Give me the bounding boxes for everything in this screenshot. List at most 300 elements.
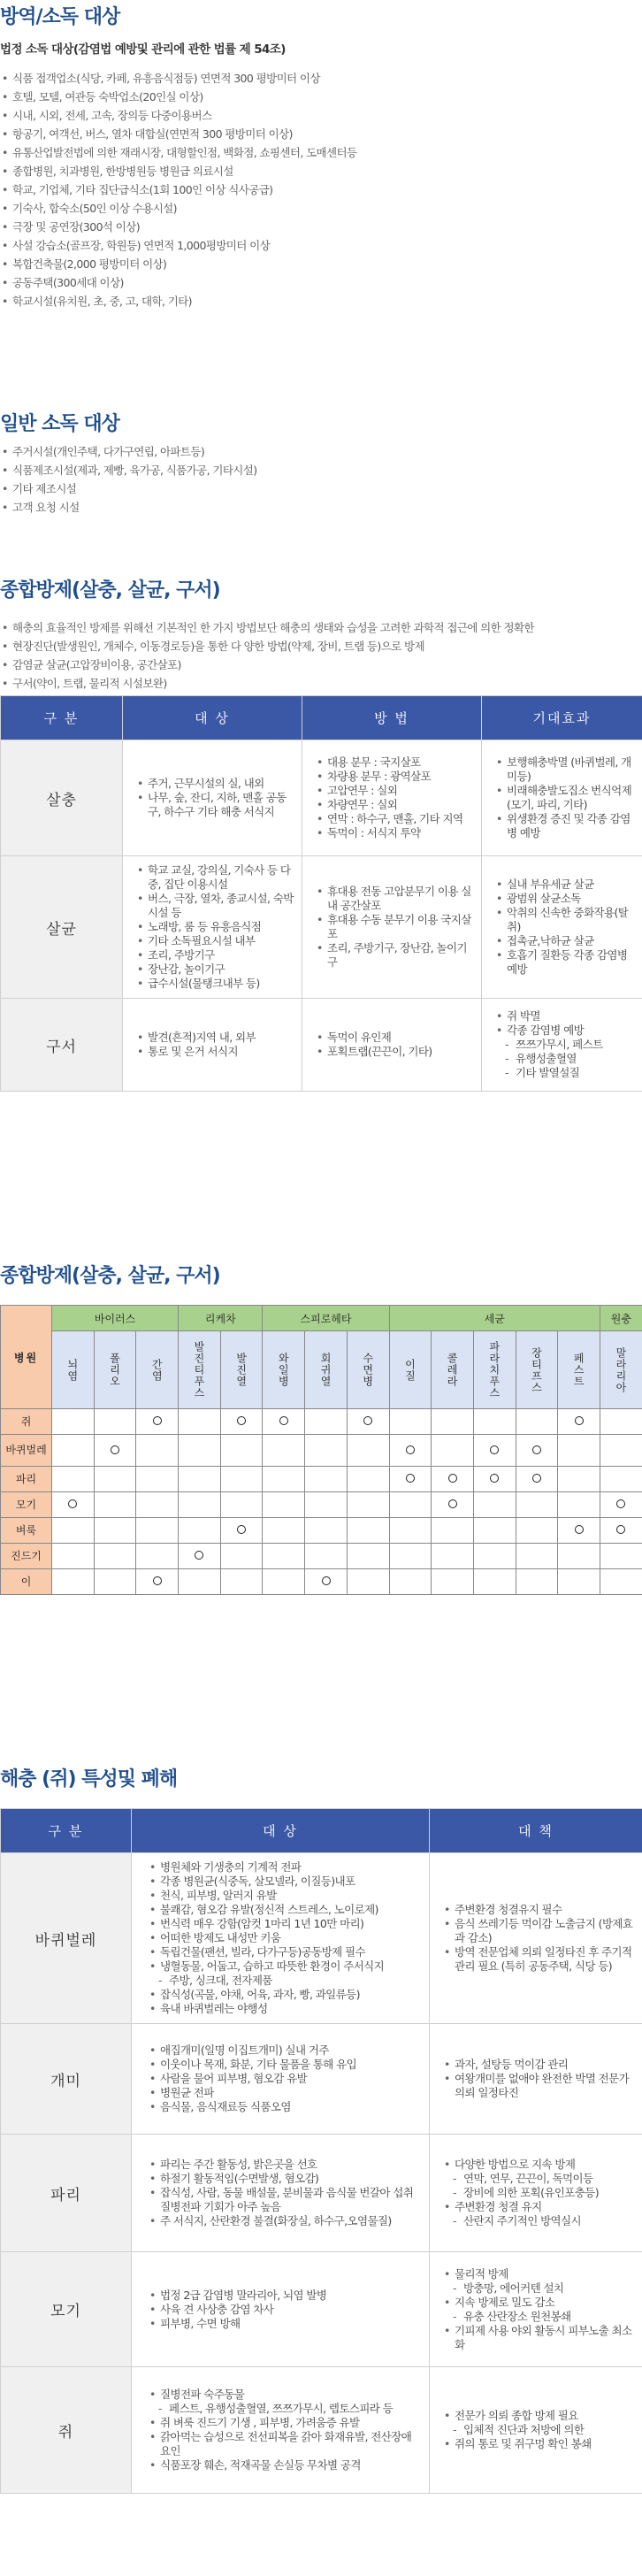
list-item: • 기타 제조시설 [0, 479, 642, 498]
matrix-cell [558, 1518, 600, 1544]
matrix-cell [473, 1492, 516, 1518]
matrix-cell [473, 1544, 516, 1569]
group-header-row [1, 1306, 642, 1331]
target-cell-list [135, 1031, 294, 1059]
list-item: • 종합병원, 치과병원, 한방병원등 병원급 의료시설 [0, 162, 642, 180]
pathogen-group: 스피로헤타 [263, 1306, 389, 1331]
section1-subtitle: 법정 소독 대상(감염법 예방및 관리에 관한 법률 제 54조) [0, 42, 286, 57]
list-item: • 나무, 숲, 잔디, 지하, 맨홀 공동구, 하수구 기타 해충 서식지 [135, 791, 294, 819]
circle-mark-icon [532, 1445, 541, 1454]
list-item: - 장비에 의한 포획(유인포충등) [442, 2186, 635, 2200]
matrix-cell [558, 1435, 600, 1467]
list-item: • 휴대용 수동 분무기 이용 국지살포 [315, 913, 474, 941]
section2-list [0, 442, 642, 517]
circle-mark-icon [68, 1499, 77, 1508]
table-row [1, 2135, 642, 2252]
list-item: - 유충 산란장소 원천봉쇄 [442, 2310, 635, 2324]
vector-row [1, 1467, 642, 1492]
row-category: 살균 [1, 856, 123, 999]
list-item: • 유통산업발전법에 의한 재래시장, 대형할인점, 백화점, 쇼핑센터, 도매센터등 [0, 143, 642, 162]
matrix-cell [473, 1435, 516, 1467]
list-item: • 노래방, 룸 등 유흥음식점 [135, 920, 294, 934]
pathogen-label: 뇌염 [52, 1331, 95, 1409]
list-item: • 갉아먹는 습성으로 전선피복을 갉아 화재유발, 전산장애 요인 [148, 2430, 422, 2458]
row-category: 바퀴벌레 [1, 1853, 132, 2024]
target-cell [132, 2252, 430, 2367]
list-item: • 광범위 살균소독 [494, 892, 635, 906]
list-item: • 발견(흔적)지역 내, 외부 [135, 1031, 294, 1045]
target-cell-list [148, 2043, 422, 2114]
plan-cell [430, 2252, 642, 2367]
matrix-corner: 병원 [1, 1306, 52, 1409]
circle-mark-icon [195, 1551, 203, 1560]
effect-cell [482, 856, 642, 999]
circle-mark-icon [575, 1525, 584, 1534]
list-item: • 시내, 시외, 전세, 고속, 장의등 다중이용버스 [0, 106, 642, 125]
matrix-cell [263, 1544, 305, 1569]
plan-cell [430, 2135, 642, 2252]
list-item: • 사설 강습소(골프장, 학원등) 연면적 1,000평방미터 이상 [0, 236, 642, 255]
matrix-cell [52, 1435, 95, 1467]
matrix-cell [220, 1518, 263, 1544]
list-item: • 주변환경 청결유지 필수 [442, 1903, 635, 1917]
header-method: 방 법 [302, 696, 482, 740]
matrix-cell [52, 1518, 95, 1544]
matrix-cell [220, 1409, 263, 1435]
method-cell-list [315, 755, 474, 840]
list-item: • 전문가 의뢰 종합 방제 필요 [442, 2409, 635, 2423]
list-item: - 연막, 연무, 끈끈이, 독먹이등 [442, 2172, 635, 2186]
header-target: 대 상 [132, 1809, 430, 1853]
list-item: • 주 서식지, 산란환경 불결(화장실, 하수구,오염물질) [148, 2214, 422, 2228]
vector-name: 바퀴벌레 [1, 1435, 52, 1467]
list-item: • 번식력 매우 강함(암컷 1마리 1년 10만 마리) [148, 1917, 422, 1931]
list-item: • 대용 분무 : 국지살포 [315, 755, 474, 770]
matrix-cell [600, 1544, 642, 1569]
circle-mark-icon [406, 1474, 415, 1483]
matrix-cell [516, 1569, 558, 1595]
vector-name: 쥐 [1, 1409, 52, 1435]
list-item: • 육내 바퀴벌레는 야행성 [148, 2002, 422, 2016]
matrix-cell [94, 1467, 136, 1492]
table-row [1, 999, 642, 1092]
list-item: • 파리는 주간 활동성, 밝은곳을 선호 [148, 2158, 422, 2172]
matrix-cell [94, 1492, 136, 1518]
matrix-cell [347, 1467, 389, 1492]
matrix-cell [432, 1518, 474, 1544]
matrix-cell [473, 1518, 516, 1544]
pathogen-group: 원충 [600, 1306, 642, 1331]
vector-disease-matrix [0, 1305, 642, 1595]
circle-mark-icon [153, 1576, 162, 1585]
list-item: • 물리적 방제 [442, 2267, 635, 2281]
vector-row [1, 1518, 642, 1544]
list-item: • 각종 병원균(식중독, 살모넬라, 이질등)내포 [148, 1874, 422, 1889]
table-header-row [1, 696, 642, 740]
list-item: • 불쾌감, 혐오감 유발(정신적 스트레스, 노이로제) [148, 1903, 422, 1917]
table-row [1, 856, 642, 999]
matrix-cell [347, 1544, 389, 1569]
list-item: • 잡식성(곡물, 야채, 어육, 과자, 빵, 과일류등) [148, 1988, 422, 2002]
list-item: • 식품포장 훼손, 적재곡물 손실등 무차별 공격 [148, 2458, 422, 2472]
matrix-cell [305, 1544, 348, 1569]
list-item: - 주방, 싱크대, 전자제품 [148, 1974, 422, 1988]
pathogen-group: 세균 [389, 1306, 600, 1331]
vector-name: 벼룩 [1, 1518, 52, 1544]
effect-cell-list [494, 755, 635, 840]
list-item: • 냉혈동물, 어둡고, 습하고 따뜻한 환경이 주서식지 [148, 1959, 422, 1974]
matrix-cell [347, 1492, 389, 1518]
plan-cell-list [442, 2409, 635, 2451]
matrix-cell [600, 1435, 642, 1467]
matrix-cell [136, 1467, 179, 1492]
matrix-cell [389, 1544, 432, 1569]
matrix-cell [432, 1544, 474, 1569]
matrix-cell [516, 1467, 558, 1492]
matrix-cell [136, 1409, 179, 1435]
list-item: • 잡식성, 사람, 동물 배설물, 분비물과 음식물 번갈아 섭취 질병전파 기회가 아주 높음 [148, 2186, 422, 2214]
list-item: • 접촉균,낙하균 살균 [494, 934, 635, 948]
matrix-cell [179, 1569, 221, 1595]
plan-cell-list [442, 2058, 635, 2100]
matrix-cell [558, 1409, 600, 1435]
table-row [1, 1853, 642, 2024]
list-item: • 현장진단(발생원인, 개체수, 이동경로등)을 통한 다 양한 방법(약제, 장비, 트랩 등)으로 방제 [0, 637, 642, 656]
list-item: • 버스, 극장, 열차, 종교시설, 숙박시설 등 [135, 892, 294, 920]
circle-mark-icon [111, 1445, 119, 1454]
matrix-cell [473, 1467, 516, 1492]
matrix-cell [94, 1518, 136, 1544]
matrix-cell [94, 1569, 136, 1595]
header-category: 구 분 [1, 1809, 132, 1853]
matrix-cell [52, 1409, 95, 1435]
matrix-cell [432, 1435, 474, 1467]
matrix-cell [52, 1492, 95, 1518]
list-item: • 조리, 주방기구, 장난감, 놀이기구 [315, 941, 474, 970]
matrix-cell [179, 1518, 221, 1544]
plan-cell [430, 2024, 642, 2135]
table-row [1, 2367, 642, 2494]
target-cell-list [135, 777, 294, 819]
method-cell [302, 740, 482, 856]
method-cell-list [315, 885, 474, 970]
matrix-cell [52, 1569, 95, 1595]
matrix-cell [263, 1435, 305, 1467]
list-item: • 차량용 분무 : 광역살포 [315, 770, 474, 784]
matrix-cell [600, 1492, 642, 1518]
matrix-cell [94, 1544, 136, 1569]
list-item: • 음식물, 음식재료등 식품오염 [148, 2100, 422, 2114]
matrix-cell [473, 1409, 516, 1435]
list-item: - 유행성출혈열 [494, 1052, 635, 1066]
list-item: - 입체적 진단과 처방에 의한 [442, 2423, 635, 2437]
matrix-cell [347, 1435, 389, 1467]
row-category: 파리 [1, 2135, 132, 2252]
matrix-cell [220, 1435, 263, 1467]
method-cell [302, 856, 482, 999]
circle-mark-icon [532, 1474, 541, 1483]
matrix-cell [52, 1467, 95, 1492]
vector-name: 진드기 [1, 1544, 52, 1569]
matrix-cell [389, 1467, 432, 1492]
list-item: • 쥐 박멸 [494, 1009, 635, 1024]
target-cell [123, 856, 302, 999]
matrix-cell [432, 1492, 474, 1518]
list-item: • 음식 쓰레기등 먹이감 노출금지 (방제효과 감소) [442, 1917, 635, 1945]
list-item: • 기숙사, 합숙소(50인 이상 수용시설) [0, 199, 642, 218]
plan-cell [430, 2367, 642, 2494]
plan-cell-list [442, 2267, 635, 2352]
section1-title: 방역/소독 대상 [0, 6, 120, 28]
matrix-cell [305, 1409, 348, 1435]
header-effect: 기대효과 [482, 696, 642, 740]
matrix-cell [52, 1544, 95, 1569]
matrix-cell [558, 1467, 600, 1492]
list-item: - 쯔쯔가무시, 페스트 [494, 1038, 635, 1052]
circle-mark-icon [448, 1499, 457, 1508]
matrix-cell [263, 1492, 305, 1518]
list-item: • 비래해충발도집소 번식억제 (모기, 파리, 기타) [494, 784, 635, 812]
list-item: • 기타 소독필요시설 내부 [135, 934, 294, 948]
list-item: • 독립건물(팬션, 빌라, 다가구등)공동방제 필수 [148, 1945, 422, 1959]
target-cell [132, 1853, 430, 2024]
matrix-cell [179, 1435, 221, 1467]
matrix-cell [305, 1435, 348, 1467]
list-item: • 과자, 설탕등 먹이감 관리 [442, 2058, 635, 2072]
target-cell [132, 2024, 430, 2135]
list-item: • 호텔, 모텔, 여관등 숙박업소(20인실 이상) [0, 88, 642, 106]
list-item: • 쥐의 통로 및 쥐구멍 확인 봉쇄 [442, 2437, 635, 2451]
list-item: • 급수시설(물탱크내부 등) [135, 977, 294, 991]
matrix-cell [600, 1518, 642, 1544]
matrix-cell [136, 1569, 179, 1595]
effect-cell-list [494, 1009, 635, 1080]
plan-cell-list [442, 1903, 635, 1974]
row-category: 구서 [1, 999, 123, 1092]
effect-cell [482, 740, 642, 856]
matrix-cell [389, 1435, 432, 1467]
pathogen-label: 파라치푸스 [473, 1331, 516, 1409]
pathogen-header-row [1, 1331, 642, 1409]
pathogen-label: 발진열 [220, 1331, 263, 1409]
list-item: - 페스트, 유행성출혈열, 쯔쯔가무시, 렙토스피라 등 [148, 2402, 422, 2416]
table-header-row [1, 1809, 642, 1853]
circle-mark-icon [153, 1416, 162, 1425]
matrix-cell [558, 1544, 600, 1569]
list-item: - 방충망, 에어커텐 설치 [442, 2281, 635, 2296]
list-item: • 질병전파 숙주동물 [148, 2388, 422, 2402]
matrix-cell [389, 1492, 432, 1518]
pest-harm-table [0, 1808, 642, 2494]
list-item: • 사람을 물어 피부병, 혐오감 유발 [148, 2072, 422, 2086]
vector-row [1, 1435, 642, 1467]
matrix-cell [558, 1569, 600, 1595]
matrix-cell [516, 1409, 558, 1435]
matrix-cell [516, 1544, 558, 1569]
target-cell [132, 2135, 430, 2252]
matrix-cell [516, 1518, 558, 1544]
header-plan: 대 책 [430, 1809, 642, 1853]
list-item: • 고압연무 : 실외 [315, 784, 474, 798]
row-category: 모기 [1, 2252, 132, 2367]
target-cell [123, 999, 302, 1092]
pathogen-label: 이질 [389, 1331, 432, 1409]
list-item: • 이웃이나 목재, 화분, 기타 물품을 통해 유입 [148, 2058, 422, 2072]
list-item: • 조리, 주방기구 [135, 948, 294, 962]
row-category: 살충 [1, 740, 123, 856]
target-cell-list [148, 1860, 422, 2016]
matrix-cell [305, 1518, 348, 1544]
matrix-cell [305, 1467, 348, 1492]
matrix-cell [432, 1409, 474, 1435]
table-row [1, 2252, 642, 2367]
matrix-cell [600, 1409, 642, 1435]
list-item: • 보행해충박멸 (바퀴벌레, 개미등) [494, 755, 635, 784]
matrix-cell [347, 1518, 389, 1544]
section4-title: 종합방제(살충, 살균, 구서) [0, 1265, 220, 1287]
vector-row [1, 1492, 642, 1518]
list-item: • 방역 전문업체 의뢰 일정타진 후 주기적 관리 필요 (특히 공동주택, 식당 등) [442, 1945, 635, 1974]
list-item: • 공동주택(300세대 이상) [0, 273, 642, 292]
matrix-cell [389, 1409, 432, 1435]
circle-mark-icon [363, 1416, 372, 1425]
list-item: • 병원체와 기생충의 기계적 전파 [148, 1860, 422, 1874]
matrix-cell [136, 1544, 179, 1569]
list-item: • 학교시설(유치원, 초, 중, 고, 대학, 기타) [0, 292, 642, 310]
matrix-cell [220, 1544, 263, 1569]
matrix-cell [600, 1467, 642, 1492]
pathogen-group: 리케차 [179, 1306, 263, 1331]
circle-mark-icon [490, 1474, 499, 1483]
list-item: • 독먹이 유인제 [315, 1031, 474, 1045]
list-item: • 차량연무 : 실외 [315, 798, 474, 812]
circle-mark-icon [490, 1445, 499, 1454]
list-item: • 천식, 피부병, 알러지 유발 [148, 1889, 422, 1903]
list-item: • 독먹이 : 서식지 투약 [315, 826, 474, 840]
target-cell-list [148, 2288, 422, 2331]
matrix-cell [220, 1467, 263, 1492]
method-cell-list [315, 1031, 474, 1059]
circle-mark-icon [237, 1525, 246, 1534]
row-category: 개미 [1, 2024, 132, 2135]
section3-title: 종합방제(살충, 살균, 구서) [0, 579, 220, 602]
list-item: • 포획트랩(끈끈이, 기타) [315, 1045, 474, 1059]
matrix-cell [179, 1544, 221, 1569]
list-item: • 해충의 효율적인 방제를 위해선 기본적인 한 가지 방법보단 해충의 생태와 습성을 고려한 과학적 접근에 의한 정확한 [0, 618, 642, 637]
matrix-cell [263, 1569, 305, 1595]
header-category: 구 분 [1, 696, 123, 740]
matrix-cell [136, 1492, 179, 1518]
vector-row [1, 1569, 642, 1595]
list-item: • 장난감, 놀이기구 [135, 962, 294, 977]
effect-cell [482, 999, 642, 1092]
list-item: • 쥐 벼룩 진드기 기생 , 피부병, 가려움증 유발 [148, 2416, 422, 2430]
matrix-cell [263, 1518, 305, 1544]
list-item: • 연막 : 하수구, 맨홀, 기타 지역 [315, 812, 474, 826]
list-item: • 각종 감염병 예방 [494, 1024, 635, 1038]
target-cell-list [148, 2388, 422, 2472]
matrix-cell [263, 1467, 305, 1492]
list-item: • 피부병, 수면 방해 [148, 2317, 422, 2331]
list-item: • 지속 방제로 밀도 감소 [442, 2296, 635, 2310]
list-item: • 극장 및 공연장(300석 이상) [0, 218, 642, 236]
plan-cell [430, 1853, 642, 2024]
matrix-cell [600, 1569, 642, 1595]
matrix-cell [305, 1492, 348, 1518]
list-item: • 악취의 신속한 중화작용(탈취) [494, 906, 635, 934]
pathogen-label: 회귀열 [305, 1331, 348, 1409]
list-item: • 주거, 근무시설의 실, 내외 [135, 777, 294, 791]
circle-mark-icon [406, 1445, 415, 1454]
matrix-cell [432, 1569, 474, 1595]
list-item: • 주변환경 청결 유지 [442, 2200, 635, 2214]
matrix-cell [432, 1467, 474, 1492]
list-item: • 실내 부유세균 살균 [494, 878, 635, 892]
target-cell [132, 2367, 430, 2494]
circle-mark-icon [237, 1416, 246, 1425]
plan-cell-list [442, 2158, 635, 2228]
list-item: • 애집개미(일명 이집트개미) 실내 거주 [148, 2043, 422, 2058]
control-method-table [0, 695, 642, 1092]
pathogen-label: 수면병 [347, 1331, 389, 1409]
table-row [1, 2024, 642, 2135]
list-item: • 어떠한 방제도 내성만 키움 [148, 1931, 422, 1945]
target-cell-list [135, 863, 294, 991]
pathogen-label: 와일병 [263, 1331, 305, 1409]
list-item: • 휴대용 전동 고압분무기 이용 실내 공간살포 [315, 885, 474, 913]
effect-cell-list [494, 878, 635, 977]
matrix-cell [94, 1435, 136, 1467]
matrix-cell [473, 1569, 516, 1595]
matrix-cell [305, 1569, 348, 1595]
list-item: • 학교, 기업체, 기타 집단급식소(1회 100인 이상 식사공급) [0, 180, 642, 199]
section2-title: 일반 소독 대상 [0, 413, 119, 435]
method-cell [302, 999, 482, 1092]
vector-name: 파리 [1, 1467, 52, 1492]
table-row [1, 740, 642, 856]
matrix-cell [516, 1492, 558, 1518]
matrix-cell [516, 1435, 558, 1467]
matrix-cell [389, 1518, 432, 1544]
pathogen-label: 페스트 [558, 1331, 600, 1409]
list-item: • 사육 견 사상충 감염 차사 [148, 2303, 422, 2317]
list-item: • 구서(약이, 트랩, 물리적 시설보완) [0, 674, 642, 693]
matrix-cell [389, 1569, 432, 1595]
target-cell-list [148, 2158, 422, 2228]
pathogen-label: 장티프스 [516, 1331, 558, 1409]
matrix-cell [179, 1409, 221, 1435]
list-item: • 법정 2급 감염병 말라리아, 뇌염 발병 [148, 2288, 422, 2303]
list-item: • 항공기, 여객선, 버스, 열차 대합실(연면적 300 평방미터 이상) [0, 125, 642, 143]
list-item: • 식품제조시설(제과, 제빵, 육가공, 식품가공, 기타시설) [0, 461, 642, 479]
vector-name: 이 [1, 1569, 52, 1595]
section3-list [0, 618, 642, 693]
matrix-cell [220, 1492, 263, 1518]
pathogen-label: 간염 [136, 1331, 179, 1409]
circle-mark-icon [616, 1499, 625, 1508]
matrix-cell [220, 1569, 263, 1595]
list-item: • 여왕개미를 없애야 완전한 박멸 전문가 의뢰 일정타진 [442, 2072, 635, 2100]
vector-name: 모기 [1, 1492, 52, 1518]
list-item: • 복합건축물(2,000 평방미터 이상) [0, 255, 642, 273]
section5-title: 해충 (쥐) 특성및 폐해 [0, 1768, 178, 1790]
pathogen-label: 발진티푸스 [179, 1331, 221, 1409]
list-item: • 호흡기 질환등 각종 감염병 예방 [494, 948, 635, 977]
pathogen-label: 말라리아 [600, 1331, 642, 1409]
list-item: • 하절기 활동적임(수면발생, 혐오감) [148, 2172, 422, 2186]
matrix-cell [558, 1492, 600, 1518]
circle-mark-icon [448, 1474, 457, 1483]
